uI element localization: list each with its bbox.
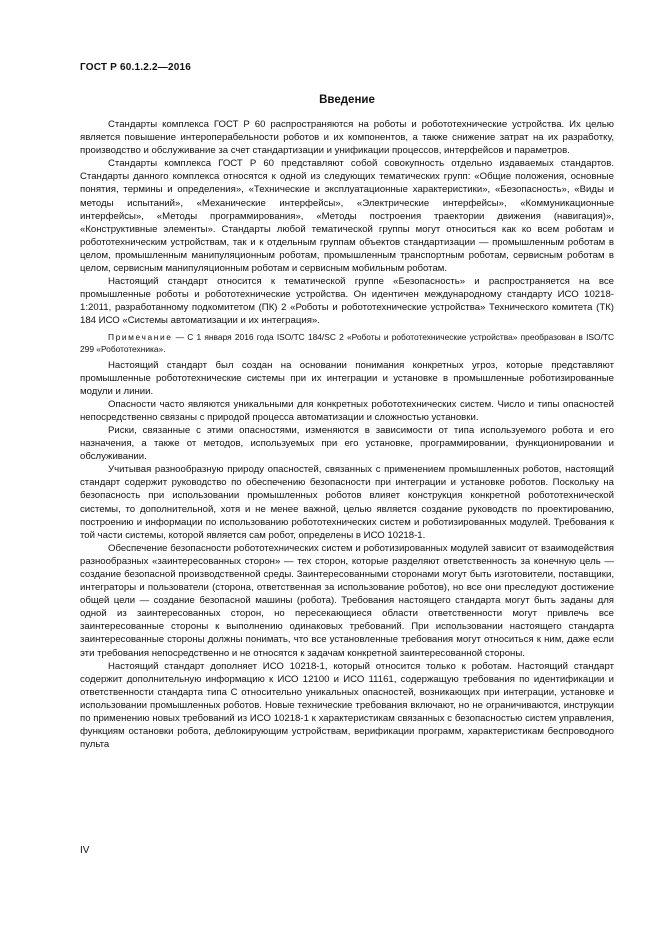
paragraph: Стандарты комплекса ГОСТ Р 60 представляют собой совокупность отдельно издаваемых стандартов. Стандарты данного комплекса относятся к одной из следующих тематических групп: «Общие положения, основные понятия, термины и определения», «Технические и эксплуатационные характеристики», «Безопасность», «Виды и методы испытаний», «Механические интерфейсы», «Электрические интерфейсы», «Коммуникационные интерфейсы», «Методы программирования», «Методы построения траектории движения (навигация)», «Конструктивные элементы». Стандарты любой тематической группы могут относиться как ко всем роботам и робототехническим устройствам, так и к отдельным группам объектов стандартизации — промышленным роботам в целом, промышленным манипуляционным роботам, промышленным транспортным роботам, сервисным роботам в целом, сервисным манипуляционным роботам и сервисным мобильным роботам. xyxy=(80,158,614,275)
paragraph: Обеспечение безопасности робототехнических систем и роботизированных модулей зависит от взаимодействия разнообразных «заинтересованных сторон» — тех сторон, которые разделяют ответственность за конечную цель — создание безопасной производственной среды. Заинтересованными сторонами могут быть изготовители, поставщики, интеграторы и пользователи (сторона, ответственная за использование роботов), но все они преследуют достижение общей цели — создание безопасной машины (робота). Требования настоящего стандарта могут быть заданы для одной из заинтересованных сторон, но пересекающиеся области ответственности могут привлечь все заинтересованные стороны к выполнению одинаковых требований. При использовании настоящего стандарта заинтересованные стороны должны понимать, что все установленные требования могут относиться к ним, даже если эти требования непосредственно и не относятся к задачам конкретной заинтересованной стороны. xyxy=(80,542,614,659)
paragraph: Учитывая разнообразную природу опасностей, связанных с применением промышленных роботов, настоящий стандарт содержит руководство по обеспечению безопасности при интеграции и установке роботов. Поскольку на безопасность при использовании промышленных роботов влияет конструкция конкретной робототехнической системы, то дополнительной, хотя и не менее важной, целью является создание руководств по проектированию, построению и информации по использованию робототехнических систем и роботизированных модулей. Требования к той части системы, которой является сам робот, определены в ИСО 10218-1. xyxy=(80,464,614,541)
note-text: — С 1 января 2016 года ISO/TC 184/SC 2 «Роботы и робототехнические устройства» преобразован в ISO/TC 299 «Робототехника». xyxy=(80,331,614,354)
document-body xyxy=(80,118,614,751)
document-code: ГОСТ Р 60.1.2.2—2016 xyxy=(80,62,192,73)
paragraph: Опасности часто являются уникальными для конкретных робототехнических систем. Число и типы опасностей непосредственно связаны с природой процесса автоматизации и сложностью установки. xyxy=(80,398,614,423)
paragraph: Риски, связанные с этими опасностями, изменяются в зависимости от типа используемого робота и его назначения, а также от методов, используемых при его установке, программировании, функционировании и обслуживании. xyxy=(80,424,614,463)
paragraph: Настоящий стандарт относится к тематической группе «Безопасность» и распространяется на все промышленные роботы и робототехнические устройства. Он идентичен международному стандарту ИСО 10218-1:2011, разработанному подкомитетом (ПК) 2 «Роботы и робототехнические устройства» Технического комитета (ТК) 184 ИСО «Системы автоматизации и их интеграция». xyxy=(80,276,614,327)
paragraph: Настоящий стандарт дополняет ИСО 10218-1, который относится только к роботам. Настоящий стандарт содержит дополнительную информацию к ИСО 12100 и ИСО 11161, содержащую требования по идентификации и ответственности стандарта типа С относительно уникальных опасностей, возникающих при интеграции, установке и использовании промышленных роботов. Новые технические требования включают, но не ограничиваются, инструкции по применению новых требований из ИСО 10218-1 к характеристикам связанных с безопасностью систем управления, функциям остановки робота, деблокирующим устройствам, верификации программ, характеристикам беспроводного пульта xyxy=(80,660,614,751)
section-title: Введение xyxy=(319,94,375,106)
page-number: IV xyxy=(80,845,90,856)
paragraph: Настоящий стандарт был создан на основании понимания конкретных угроз, которые представляют промышленные робототехнические системы при их интеграции и установке в промышленные роботизированные модули и линии. xyxy=(80,359,614,397)
paragraph: Стандарты комплекса ГОСТ Р 60 распространяются на роботы и робототехнические устройства. Их целью является повышение интероперабельности роботов и их компонентов, а также снижение затрат на их разработку, производство и обслуживание за счет стандартизации и унификации процессов, интерфейсов и параметров. xyxy=(80,119,614,157)
note-label: Примечание xyxy=(108,331,173,342)
note xyxy=(80,331,614,355)
